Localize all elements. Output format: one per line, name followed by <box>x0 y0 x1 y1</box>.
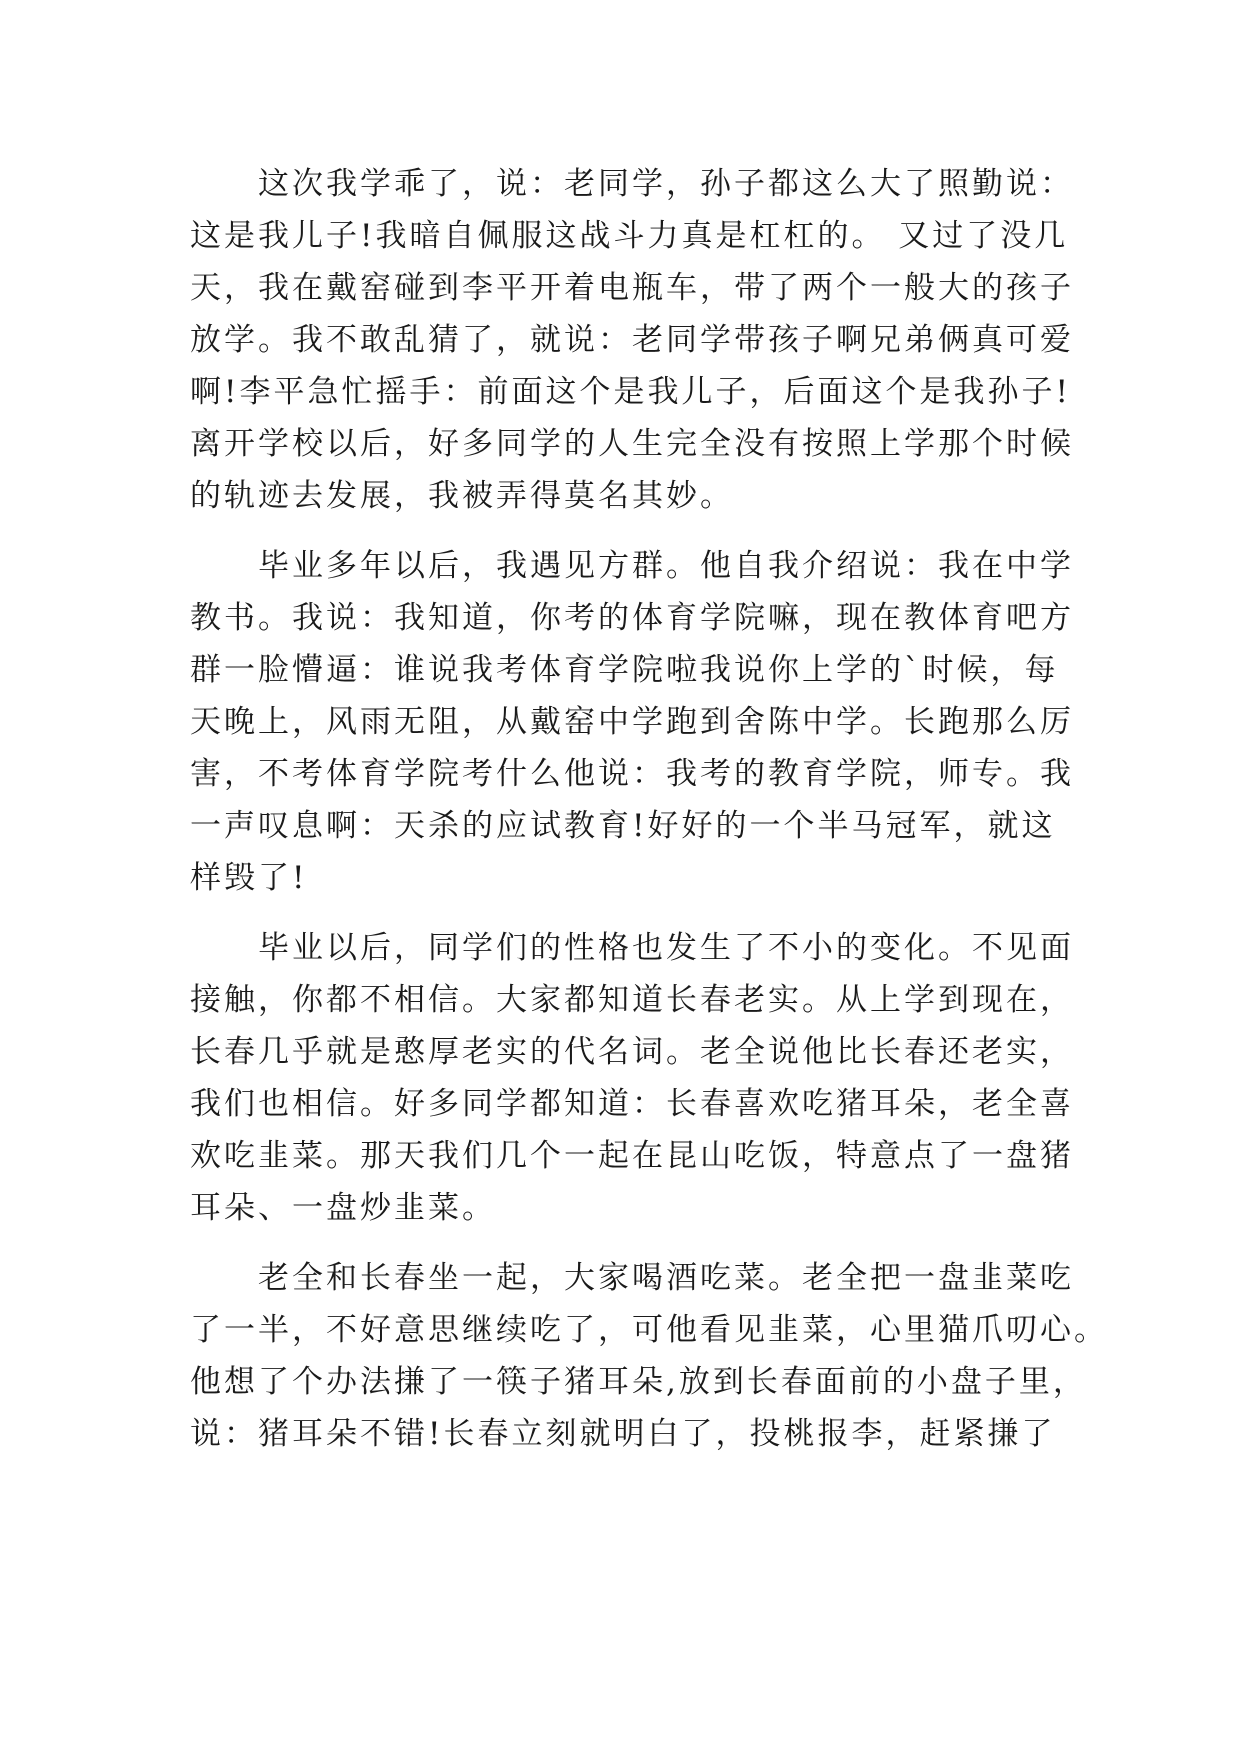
text-line: 放学。我不敢乱猜了，就说：老同学带孩子啊兄弟俩真可爱 <box>190 322 1074 358</box>
text-line: 说：猪耳朵不错!长春立刻就明白了，投桃报李，赶紧搛了 <box>190 1416 1056 1452</box>
paragraph-1 <box>190 158 1074 522</box>
text-line: 老全和长春坐一起，大家喝酒吃菜。老全把一盘韭菜吃 <box>190 1260 1074 1296</box>
text-line: 样毁了! <box>190 860 308 896</box>
text-line: 啊!李平急忙摇手：前面这个是我儿子，后面这个是我孙子! <box>190 374 1071 410</box>
text-line: 的轨迹去发展，我被弄得莫名其妙。 <box>190 478 734 514</box>
paragraph-2 <box>190 540 1074 904</box>
paragraph-3 <box>190 922 1074 1234</box>
text-line: 毕业以后，同学们的性格也发生了不小的变化。不见面 <box>190 930 1074 966</box>
paragraph-spacer <box>190 904 1070 922</box>
paragraph-spacer <box>190 522 1070 540</box>
text-line: 一声叹息啊：天杀的应试教育!好好的一个半马冠军，就这 <box>190 808 1056 844</box>
paragraph-4 <box>190 1252 1108 1460</box>
text-line: 我们也相信。好多同学都知道：长春喜欢吃猪耳朵，老全喜 <box>190 1086 1074 1122</box>
text-line: 耳朵、一盘炒韭菜。 <box>190 1190 496 1226</box>
text-line: 害，不考体育学院考什么他说：我考的教育学院，师专。我 <box>190 756 1074 792</box>
paragraph-spacer <box>190 1234 1070 1252</box>
text-line: 群一脸懵逼：谁说我考体育学院啦我说你上学的`时候，每 <box>190 652 1059 688</box>
text-line: 天，我在戴窑碰到李平开着电瓶车，带了两个一般大的孩子 <box>190 270 1074 306</box>
text-line: 了一半，不好意思继续吃了，可他看见韭菜，心里猫爪叨心。 <box>190 1312 1108 1348</box>
text-line: 离开学校以后，好多同学的人生完全没有按照上学那个时候 <box>190 426 1074 462</box>
text-line: 他想了个办法搛了一筷子猪耳朵,放到长春面前的小盘子里， <box>190 1364 1087 1400</box>
text-line: 接触，你都不相信。大家都知道长春老实。从上学到现在， <box>190 982 1074 1018</box>
text-line: 这是我儿子!我暗自佩服这战斗力真是杠杠的。 又过了没几 <box>190 218 1069 254</box>
text-line: 长春几乎就是憨厚老实的代名词。老全说他比长春还老实， <box>190 1034 1074 1070</box>
text-line: 天晚上，风雨无阻，从戴窑中学跑到舍陈中学。长跑那么厉 <box>190 704 1074 740</box>
text-line: 这次我学乖了，说：老同学，孙子都这么大了照勤说： <box>190 166 1074 202</box>
text-line: 教书。我说：我知道，你考的体育学院嘛，现在教体育吧方 <box>190 600 1074 636</box>
text-line: 欢吃韭菜。那天我们几个一起在昆山吃饭，特意点了一盘猪 <box>190 1138 1074 1174</box>
document-body <box>190 158 1108 1460</box>
text-line: 毕业多年以后，我遇见方群。他自我介绍说：我在中学 <box>190 548 1074 584</box>
